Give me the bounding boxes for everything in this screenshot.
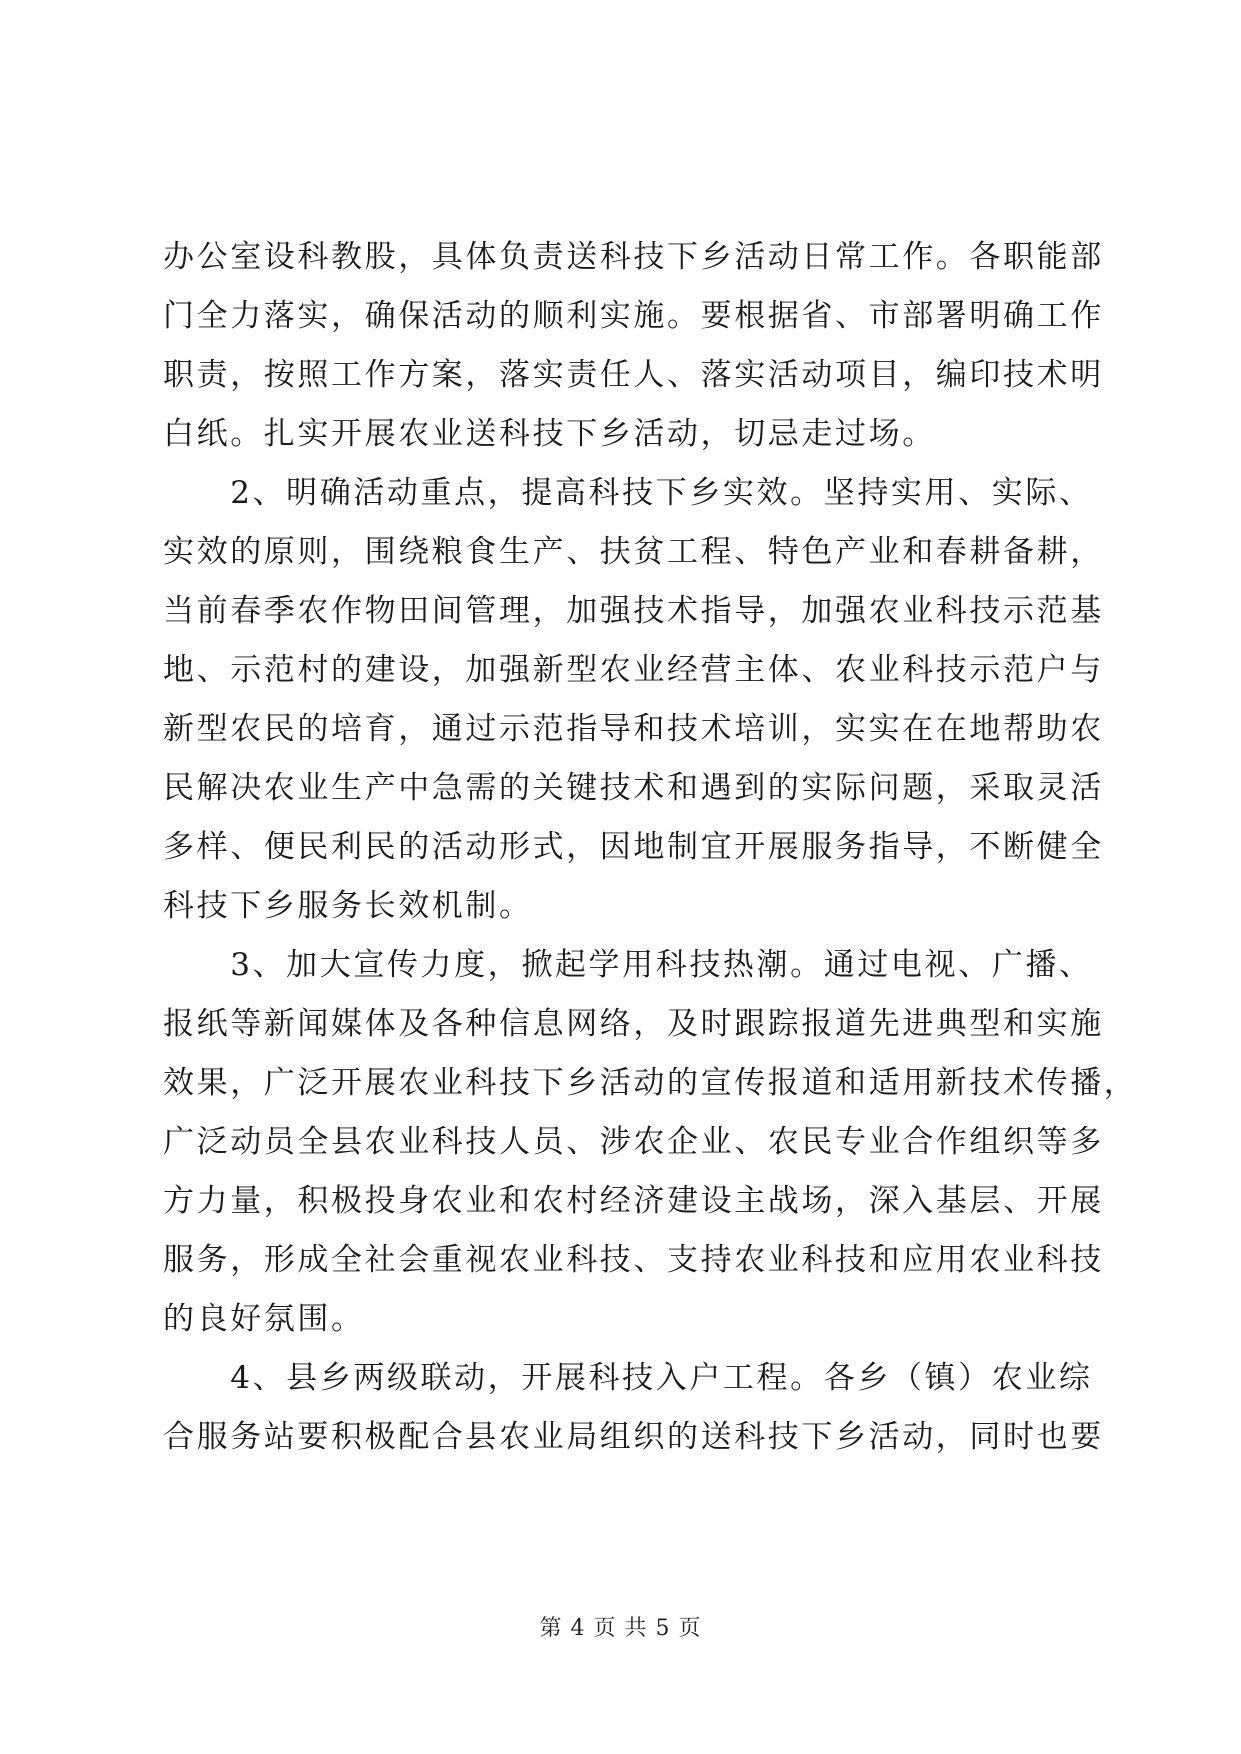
text-line: 当前春季农作物田间管理，加强技术指导，加强农业科技示范基 — [163, 593, 1104, 629]
text-line: 多样、便民利民的活动形式，因地制宜开展服务指导，不断健全 — [163, 829, 1104, 865]
text-line: 民解决农业生产中急需的关键技术和遇到的实际问题，采取灵活 — [163, 770, 1104, 806]
text-line: 新型农民的培育，通过示范指导和技术培训，实实在在地帮助农 — [163, 711, 1104, 747]
text-line: 3、加大宣传力度，掀起学用科技热潮。通过电视、广播、 — [163, 947, 1093, 983]
text-line: 科技下乡服务长效机制。 — [163, 888, 533, 924]
text-line: 门全力落实，确保活动的顺利实施。要根据省、市部署明确工作 — [163, 298, 1104, 334]
text-line: 广泛动员全县农业科技人员、涉农企业、农民专业合作组织等多 — [163, 1124, 1104, 1160]
text-line: 白纸。扎实开展农业送科技下乡活动，切忌走过场。 — [163, 416, 936, 452]
text-line: 2、明确活动重点，提高科技下乡实效。坚持实用、实际、 — [163, 475, 1093, 511]
text-line: 效果，广泛开展农业科技下乡活动的宣传报道和适用新技术传播， — [163, 1065, 1138, 1101]
document-body — [163, 228, 1138, 1467]
text-line: 实效的原则，围绕粮食生产、扶贫工程、特色产业和春耕备耕， — [163, 534, 1104, 570]
text-line: 合服务站要积极配合县农业局组织的送科技下乡活动，同时也要 — [163, 1419, 1104, 1455]
text-line: 方力量，积极投身农业和农村经济建设主战场，深入基层、开展 — [163, 1183, 1104, 1219]
text-line: 报纸等新闻媒体及各种信息网络，及时跟踪报道先进典型和实施 — [163, 1006, 1104, 1042]
text-line: 4、县乡两级联动，开展科技入户工程。各乡（镇）农业综 — [163, 1360, 1093, 1396]
text-line: 职责，按照工作方案，落实责任人、落实活动项目，编印技术明 — [163, 357, 1104, 393]
text-line: 地、示范村的建设，加强新型农业经营主体、农业科技示范户与 — [163, 652, 1104, 688]
text-line: 的良好氛围。 — [163, 1301, 365, 1337]
text-line: 办公室设科教股，具体负责送科技下乡活动日常工作。各职能部 — [163, 239, 1104, 275]
text-line: 服务，形成全社会重视农业科技、支持农业科技和应用农业科技 — [163, 1242, 1104, 1278]
page-number-footer: 第 4 页 共 5 页 — [539, 1616, 702, 1641]
